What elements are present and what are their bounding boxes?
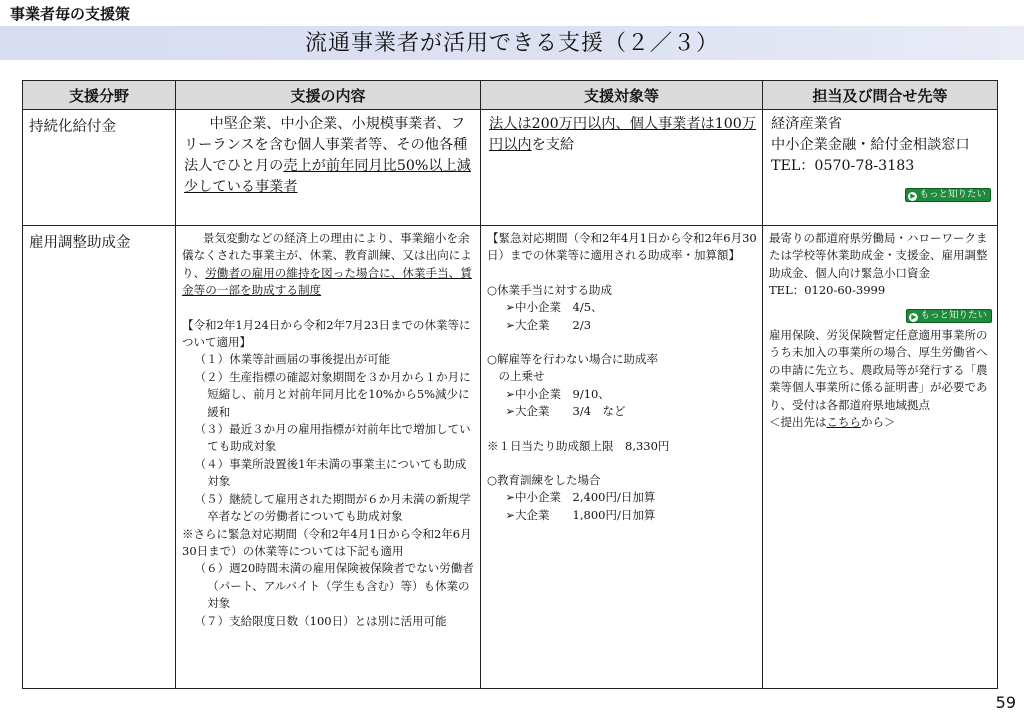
- column-header: 支援分野: [23, 81, 176, 110]
- special-measure-header: 【令和2年1月24日から令和2年7月23日までの休業等について適用】: [182, 317, 471, 350]
- measure-item: （１）休業等計画届の事後提出が可能: [194, 352, 391, 367]
- target-group-title: ○解雇等を行わない場合に助成率: [487, 352, 659, 367]
- emergency-note: ※さらに緊急対応期間（令和2年4月1日から令和2年6月30日まで）の休業等については下記も適用: [182, 526, 472, 558]
- category-cell: 持続化給付金: [23, 110, 176, 226]
- contact-text: 最寄りの都道府県労働局・ハローワークまたは学校等休業助成金・支援金、雇用調整助成金、個人向け緊急小口資金: [769, 231, 988, 280]
- target-underlined-text: 法人は200万円以内、個人事業者は100万円以内: [489, 116, 756, 153]
- target-rate: ➢中小企業 9/10、: [505, 386, 610, 401]
- submit-line: [769, 414, 992, 431]
- submit-prefix: ＜提出先は: [769, 415, 827, 430]
- target-group-title: ○休業手当に対する助成: [487, 282, 613, 297]
- target-cell: [481, 110, 763, 226]
- contact-tel: TEL：0570-78-3183: [771, 158, 915, 174]
- page-number: 59: [995, 693, 1016, 712]
- content-text: 中堅企業、中小企業、小規模事業者、フリーランスを含む個人事業者等、その他各種法人でひと月の: [184, 116, 468, 174]
- target-group-title: ○教育訓練をした場合: [487, 473, 601, 488]
- table-header-row: [23, 81, 998, 110]
- measure-item: （５）継続して雇用された期間が６か月未満の新規学卒者などの労働者についても助成対象: [194, 491, 471, 524]
- measure-item: （３）最近３か月の雇用指標が対前年比で増加していても助成対象: [194, 422, 471, 454]
- target-cell: [481, 226, 763, 689]
- target-rate: ➢大企業 1,800円/日加算: [505, 507, 656, 522]
- contact-desk: 中小企業金融・給付金相談窓口: [771, 137, 970, 153]
- contact-cell: [763, 110, 998, 226]
- table-row: [23, 110, 998, 226]
- target-text: を支給: [531, 137, 575, 153]
- learn-more-button[interactable]: [906, 309, 992, 323]
- learn-more-label: もっと知りたい: [920, 309, 987, 321]
- target-rate: ➢中小企業 2,400円/日加算: [505, 490, 656, 505]
- contact-org: 経済産業省: [771, 116, 842, 132]
- target-rate: ➢大企業 2/3: [505, 317, 592, 332]
- contact-tel: TEL：0120-60-3999: [769, 283, 886, 298]
- target-rate: ➢大企業 3/4 など: [505, 404, 626, 419]
- column-header: 支援の内容: [176, 81, 481, 110]
- target-rate: ➢中小企業 4/5、: [505, 300, 603, 315]
- learn-more-label: もっと知りたい: [919, 189, 986, 200]
- target-header: 【緊急対応期間（令和2年4月1日から令和2年6月30日）までの休業等に適用される助成率・加算額】: [487, 231, 757, 263]
- content-underlined-text: 売上が前年同月比50%以上減少している事業者: [184, 158, 471, 195]
- learn-more-button[interactable]: [905, 188, 991, 202]
- page-title: 流通事業者が活用できる支援（２／３）: [0, 26, 1024, 60]
- content-text: 景気変動などの経済上の理由により、事業縮小を余儀なくされた事業主が、休業、教育訓練、又は出向により、: [182, 231, 472, 280]
- arrow-right-icon: ▶: [910, 192, 916, 200]
- column-header: 支援対象等: [481, 81, 763, 110]
- measure-item: （４）事業所設置後1年未満の事業主についても助成対象: [194, 456, 467, 489]
- measure-item: （７）支給限度日数（100日）とは別に活用可能: [194, 613, 447, 628]
- table-row: [23, 226, 998, 689]
- measure-item: （６）週20時間未満の雇用保険被保険者でない労働者（パート、アルバイト（学生も含む）等）も休業の対象: [194, 561, 474, 611]
- submit-suffix: から＞: [861, 415, 896, 430]
- content-cell: [176, 226, 481, 689]
- support-table: [22, 80, 998, 689]
- arrow-right-icon: ▶: [911, 312, 917, 321]
- target-group-title-cont: の上乗せ: [498, 369, 545, 384]
- target-max-note: ※１日当たり助成額上限 8,330円: [487, 438, 670, 453]
- submit-link[interactable]: こちら: [826, 415, 861, 430]
- contact-note: 雇用保険、労災保険暫定任意適用事業所のうち未加入の事業所の場合、厚生労働省への申請に先立ち、農政局等が発行する「農業等個人事業所に係る証明書」が必要であり、受付は各都道府県地域拠点: [769, 328, 988, 412]
- measure-item: （２）生産指標の確認対象期間を３か月から１か月に短縮し、前月と対前年同月比を10%から5%減少に緩和: [194, 369, 471, 419]
- section-label: 事業者毎の支援策: [10, 5, 131, 23]
- content-cell: [176, 110, 481, 226]
- content-underlined-text: 労働者の雇用の維持を図った場合に、休業手当、賃金等の一部を助成する制度: [182, 265, 472, 298]
- column-header: 担当及び問合せ先等: [763, 81, 998, 110]
- contact-cell: [763, 226, 998, 689]
- category-cell: 雇用調整助成金: [23, 226, 176, 689]
